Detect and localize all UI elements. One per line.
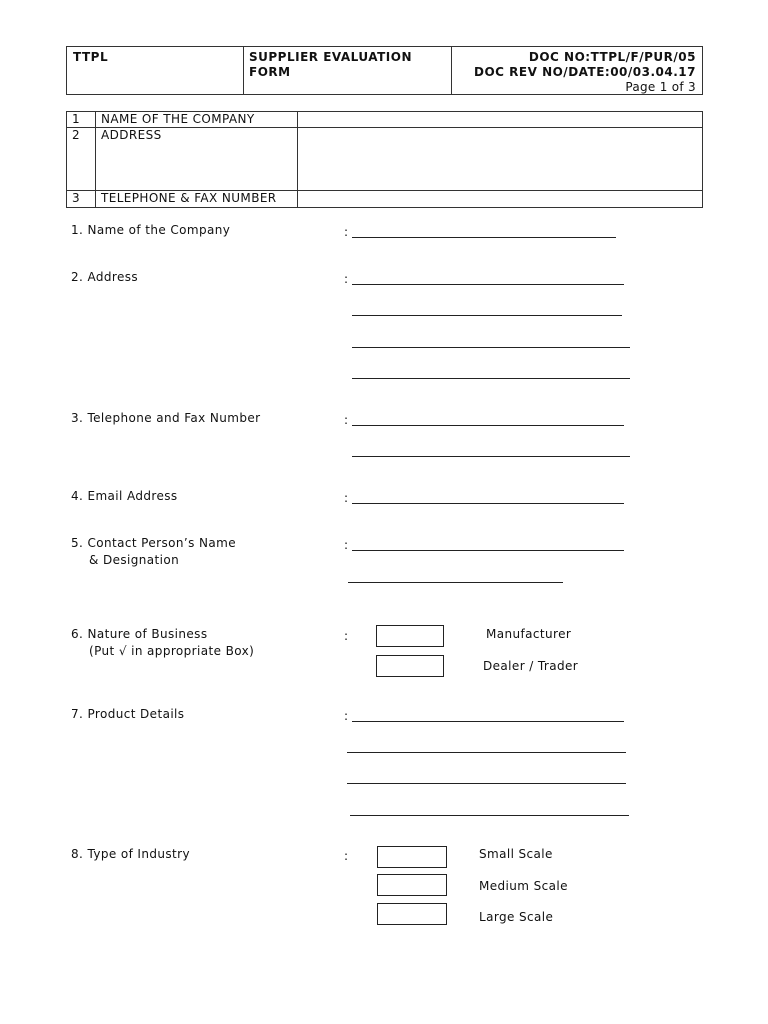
field-label-product-details: 7. Product Details [71, 707, 185, 721]
row-label: TELEPHONE & FAX NUMBER [96, 191, 298, 207]
row-label: ADDRESS [96, 128, 298, 190]
large-scale-checkbox[interactable] [377, 903, 447, 925]
row-number: 2 [67, 128, 96, 190]
telephone-line-1[interactable] [352, 425, 624, 426]
colon: : [344, 225, 349, 239]
header-title-cell [243, 47, 452, 94]
large-scale-label: Large Scale [479, 910, 554, 924]
product-line-3[interactable] [347, 783, 626, 784]
header-company-cell [67, 47, 244, 94]
colon: : [344, 272, 349, 286]
table-row [67, 191, 702, 207]
doc-number: DOC NO:TTPL/F/PUR/05 [528, 50, 696, 64]
colon: : [344, 849, 349, 863]
manufacturer-checkbox[interactable] [376, 625, 444, 647]
field-label-contact-person: 5. Contact Person’s Name [71, 536, 236, 550]
product-line-4[interactable] [350, 815, 629, 816]
manufacturer-label: Manufacturer [486, 627, 572, 641]
address-line-1[interactable] [352, 284, 624, 285]
field-label-company-name: 1. Name of the Company [71, 223, 231, 237]
dealer-label: Dealer / Trader [483, 659, 579, 673]
company-name-line[interactable] [352, 237, 616, 238]
field-label-email: 4. Email Address [71, 489, 178, 503]
doc-revision: DOC REV NO/DATE:00/03.04.17 [474, 65, 696, 79]
colon: : [344, 538, 349, 552]
address-line-2[interactable] [352, 315, 622, 316]
form-title-line2: FORM [249, 65, 291, 79]
colon: : [344, 629, 349, 643]
header-table [66, 46, 703, 95]
row-label: NAME OF THE COMPANY [96, 112, 298, 127]
small-scale-label: Small Scale [479, 847, 553, 861]
medium-scale-checkbox[interactable] [377, 874, 447, 896]
field-label-address: 2. Address [71, 270, 139, 284]
form-title-line1: SUPPLIER EVALUATION [249, 50, 413, 64]
field-label-nature-of-business: 6. Nature of Business [71, 627, 208, 641]
product-line-1[interactable] [352, 721, 624, 722]
address-line-3[interactable] [352, 347, 630, 348]
medium-scale-label: Medium Scale [479, 879, 568, 893]
row-number: 3 [67, 191, 96, 207]
contact-name-line[interactable] [352, 550, 624, 551]
field-label-tick-instruction: (Put √ in appropriate Box) [89, 644, 255, 658]
email-line[interactable] [352, 503, 624, 504]
small-scale-checkbox[interactable] [377, 846, 447, 868]
table-row [67, 128, 702, 191]
address-line-4[interactable] [352, 378, 630, 379]
colon: : [344, 709, 349, 723]
company-code: TTPL [73, 50, 109, 64]
page-number: Page 1 of 3 [625, 80, 696, 94]
field-label-telephone: 3. Telephone and Fax Number [71, 411, 261, 425]
table-row [67, 112, 702, 128]
row-number: 1 [67, 112, 96, 127]
company-info-table [66, 111, 703, 208]
telephone-line-2[interactable] [352, 456, 630, 457]
product-line-2[interactable] [347, 752, 626, 753]
colon: : [344, 491, 349, 505]
dealer-checkbox[interactable] [376, 655, 444, 677]
field-label-designation: & Designation [89, 553, 180, 567]
field-label-industry-type: 8. Type of Industry [71, 847, 190, 861]
designation-line[interactable] [348, 582, 563, 583]
header-doc-cell [452, 47, 702, 94]
colon: : [344, 413, 349, 427]
